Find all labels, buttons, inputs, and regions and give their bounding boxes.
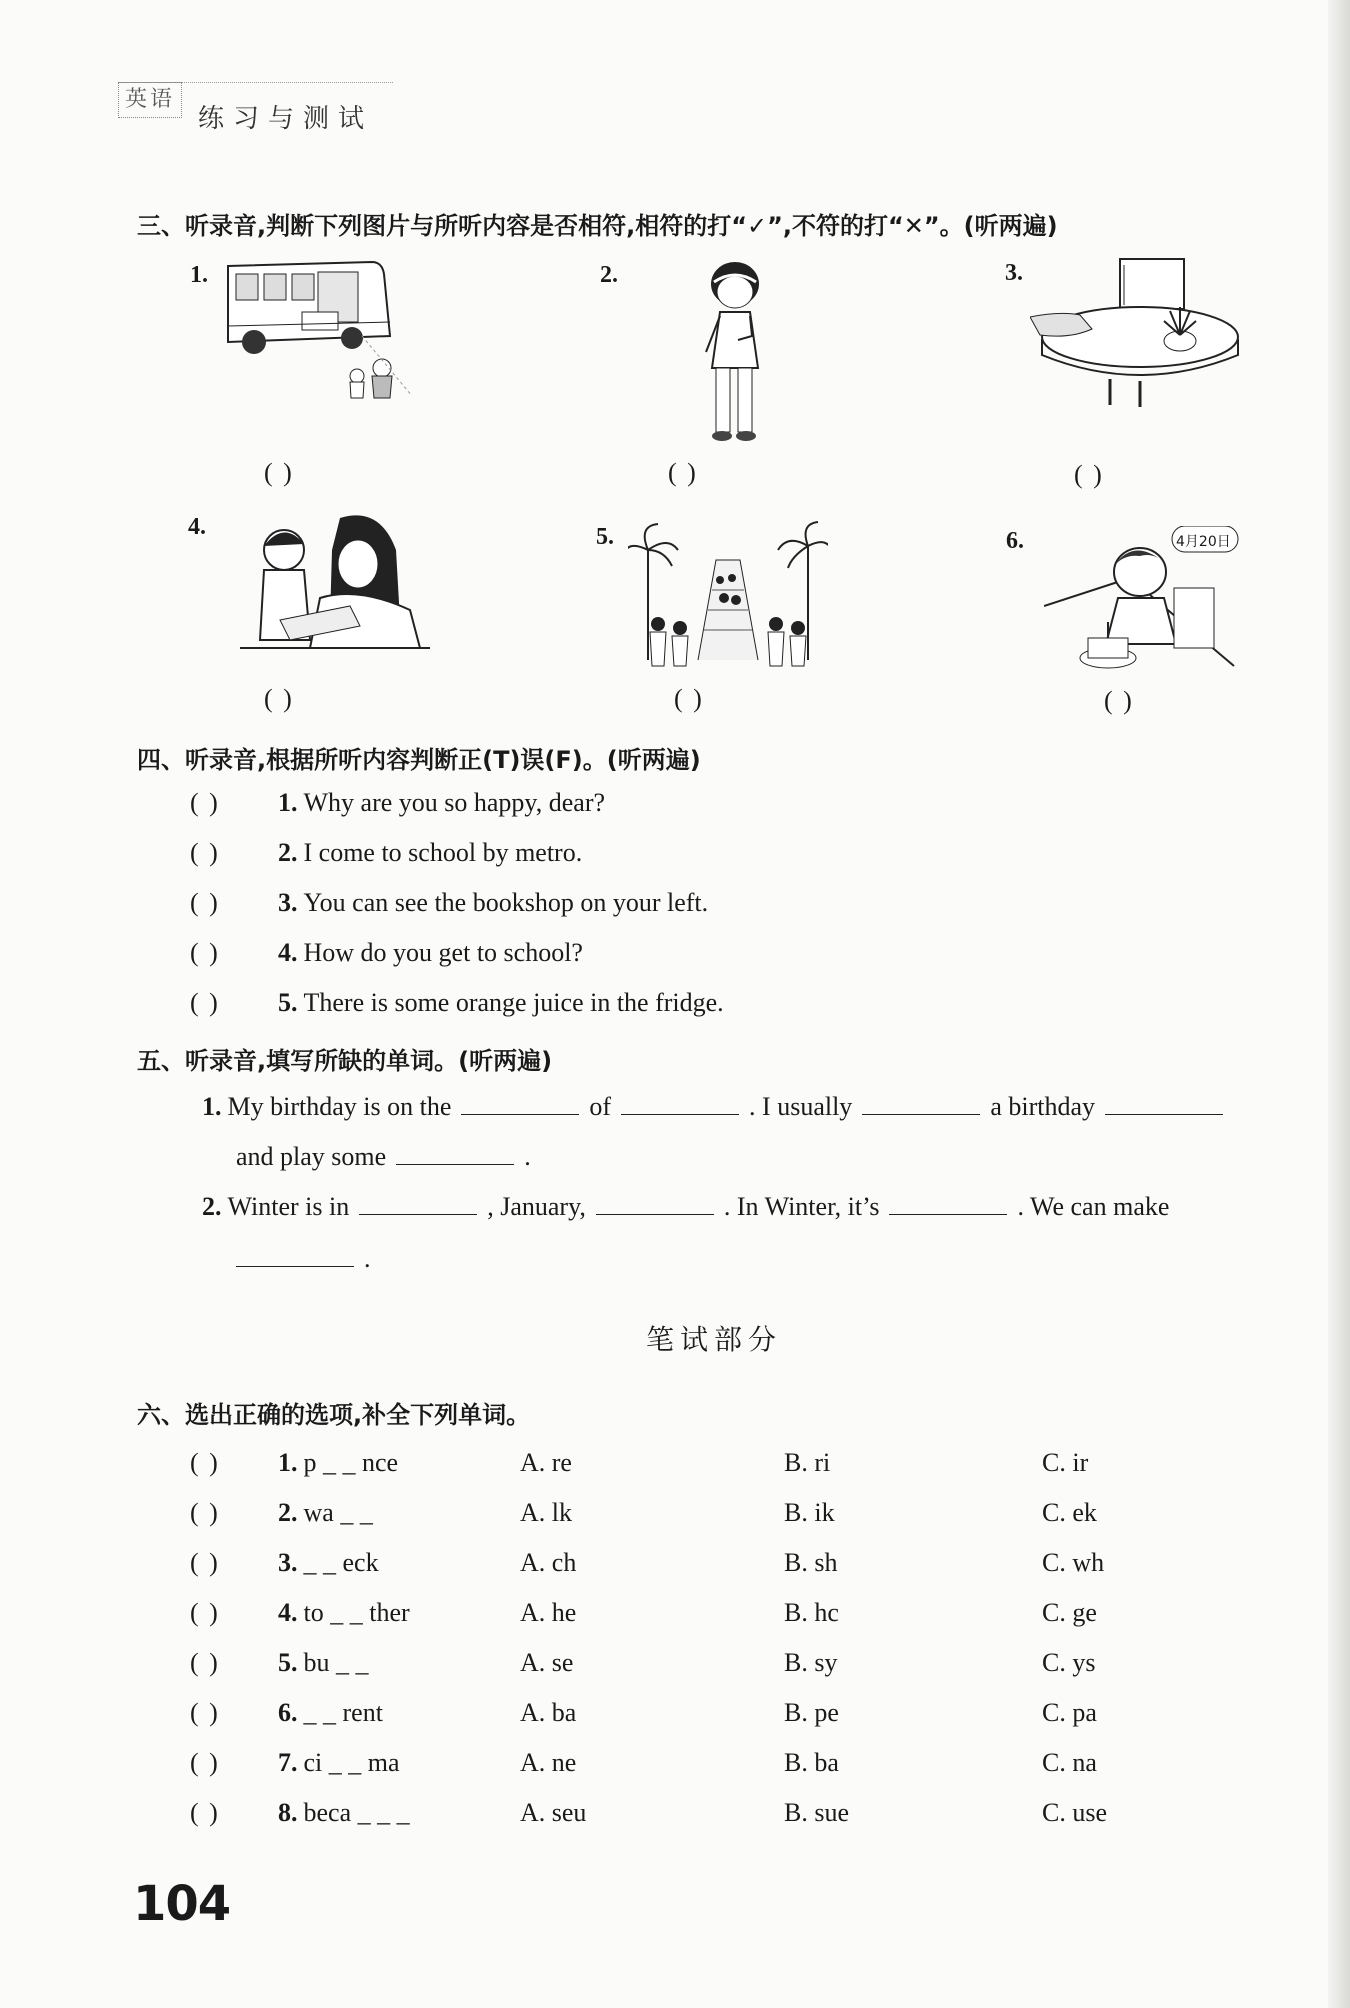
s6-word-5: 5. bu _ _ xyxy=(278,1648,369,1677)
s3-item-3-no: 3. xyxy=(1005,260,1023,286)
s6-opt-5a[interactable]: A. se xyxy=(520,1648,574,1677)
s6-bracket-3[interactable]: ( ) xyxy=(190,1548,220,1577)
s5-q1-blank-4[interactable] xyxy=(1105,1113,1223,1115)
s6-opt-2a[interactable]: A. lk xyxy=(520,1498,572,1527)
s3-item-6-no: 6. xyxy=(1006,528,1024,554)
s6-opt-6b[interactable]: B. pe xyxy=(784,1698,839,1727)
park-crowd-icon xyxy=(628,520,828,670)
s3-item-4-bracket[interactable]: ( ) xyxy=(264,684,294,713)
s4-bracket-2[interactable]: ( ) xyxy=(190,838,220,867)
s6-opt-2c[interactable]: C. ek xyxy=(1042,1498,1097,1527)
s6-opt-5b[interactable]: B. sy xyxy=(784,1648,838,1677)
s5-q2-blank-1[interactable] xyxy=(359,1213,477,1215)
s6-word-3: 3. _ _ eck xyxy=(278,1548,379,1577)
s6-word-8: 8. beca _ _ _ xyxy=(278,1798,410,1827)
section6-title: 六、选出正确的选项,补全下列单词。 xyxy=(137,1401,531,1429)
s5-q1-blank-5[interactable] xyxy=(396,1163,514,1165)
s3-item-6-bracket[interactable]: ( ) xyxy=(1104,686,1134,715)
s4-item-1: 1. Why are you so happy, dear? xyxy=(278,788,606,817)
s5-q1-blank-1[interactable] xyxy=(461,1113,579,1115)
s6-word-2: 2. wa _ _ xyxy=(278,1498,373,1527)
s4-bracket-1[interactable]: ( ) xyxy=(190,788,220,817)
table-icon xyxy=(1030,255,1240,415)
s6-opt-7b[interactable]: B. ba xyxy=(784,1748,839,1777)
s6-bracket-5[interactable]: ( ) xyxy=(190,1648,220,1677)
s5-q2-line1: 2. Winter is in , January, . In Winter, it’s . We can make xyxy=(202,1192,1170,1221)
s6-opt-3a[interactable]: A. ch xyxy=(520,1548,577,1577)
s3-item-2-no: 2. xyxy=(600,262,618,288)
s6-opt-4c[interactable]: C. ge xyxy=(1042,1598,1097,1627)
s6-opt-1b[interactable]: B. ri xyxy=(784,1448,831,1477)
girl-icon xyxy=(680,256,790,446)
s6-word-1: 1. p _ _ nce xyxy=(278,1448,399,1477)
section5-title: 五、听录音,填写所缺的单词。(听两遍) xyxy=(137,1047,553,1075)
s6-opt-6c[interactable]: C. pa xyxy=(1042,1698,1097,1727)
s6-opt-4b[interactable]: B. hc xyxy=(784,1598,839,1627)
s6-opt-8c[interactable]: C. use xyxy=(1042,1798,1107,1827)
s3-item-1-no: 1. xyxy=(190,262,208,288)
s6-word-6: 6. _ _ rent xyxy=(278,1698,383,1727)
s6-opt-1c[interactable]: C. ir xyxy=(1042,1448,1089,1477)
written-part-title: 笔试部分 xyxy=(646,1323,783,1356)
s5-q2-line2: . xyxy=(236,1244,371,1274)
bus-icon xyxy=(222,256,432,406)
s4-bracket-3[interactable]: ( ) xyxy=(190,888,220,917)
s5-q2-blank-2[interactable] xyxy=(596,1213,714,1215)
s6-bracket-2[interactable]: ( ) xyxy=(190,1498,220,1527)
s4-bracket-5[interactable]: ( ) xyxy=(190,988,220,1017)
page-number: 104 xyxy=(133,1876,231,1932)
s6-bracket-6[interactable]: ( ) xyxy=(190,1698,220,1727)
s5-q1-line2: and play some . xyxy=(236,1142,531,1171)
s3-item-2-bracket[interactable]: ( ) xyxy=(668,458,698,487)
s6-opt-1a[interactable]: A. re xyxy=(520,1448,572,1477)
s5-q1-blank-2[interactable] xyxy=(621,1113,739,1115)
s4-item-4: 4. How do you get to school? xyxy=(278,938,583,967)
s6-opt-3c[interactable]: C. wh xyxy=(1042,1548,1105,1577)
s6-bracket-1[interactable]: ( ) xyxy=(190,1448,220,1477)
s6-bracket-7[interactable]: ( ) xyxy=(190,1748,220,1777)
date-bubble-text: 4月20日 xyxy=(1176,534,1231,550)
s3-item-5-bracket[interactable]: ( ) xyxy=(674,684,704,713)
s6-opt-7c[interactable]: C. na xyxy=(1042,1748,1097,1777)
s3-item-1-bracket[interactable]: ( ) xyxy=(264,458,294,487)
s6-opt-8a[interactable]: A. seu xyxy=(520,1798,587,1827)
s3-item-5-no: 5. xyxy=(596,524,614,550)
s6-opt-3b[interactable]: B. sh xyxy=(784,1548,838,1577)
book-title: 练习与测试 xyxy=(198,104,374,134)
s3-item-4-no: 4. xyxy=(188,514,206,540)
section3-title: 三、听录音,判断下列图片与所听内容是否相符,相符的打“✓”,不符的打“✕”。(听两遍) xyxy=(137,212,1058,240)
s6-opt-8b[interactable]: B. sue xyxy=(784,1798,849,1827)
s4-item-5: 5. There is some orange juice in the fridge. xyxy=(278,988,724,1017)
s6-opt-6a[interactable]: A. ba xyxy=(520,1698,577,1727)
s4-item-3: 3. You can see the bookshop on your left. xyxy=(278,888,709,917)
s6-opt-7a[interactable]: A. ne xyxy=(520,1748,577,1777)
s6-opt-2b[interactable]: B. ik xyxy=(784,1498,835,1527)
mother-daughter-icon xyxy=(240,510,430,660)
section4-title: 四、听录音,根据所听内容判断正(T)误(F)。(听两遍) xyxy=(137,746,701,774)
s6-bracket-4[interactable]: ( ) xyxy=(190,1598,220,1627)
s6-opt-5c[interactable]: C. ys xyxy=(1042,1648,1096,1677)
s5-q1-line1: 1. My birthday is on the of . I usually a birthday xyxy=(202,1092,1233,1122)
s4-bracket-4[interactable]: ( ) xyxy=(190,938,220,967)
s5-q1-blank-3[interactable] xyxy=(862,1113,980,1115)
page-edge-shadow xyxy=(1328,0,1350,2008)
s6-opt-4a[interactable]: A. he xyxy=(520,1598,577,1627)
s5-q2-blank-4[interactable] xyxy=(236,1265,354,1267)
s6-bracket-8[interactable]: ( ) xyxy=(190,1798,220,1827)
s6-word-4: 4. to _ _ ther xyxy=(278,1598,410,1627)
s5-q2-blank-3[interactable] xyxy=(889,1213,1007,1215)
s3-item-3-bracket[interactable]: ( ) xyxy=(1074,460,1104,489)
s6-word-7: 7. ci _ _ ma xyxy=(278,1748,400,1777)
s4-item-2: 2. I come to school by metro. xyxy=(278,838,583,867)
subject-label: 英语 xyxy=(118,82,182,118)
